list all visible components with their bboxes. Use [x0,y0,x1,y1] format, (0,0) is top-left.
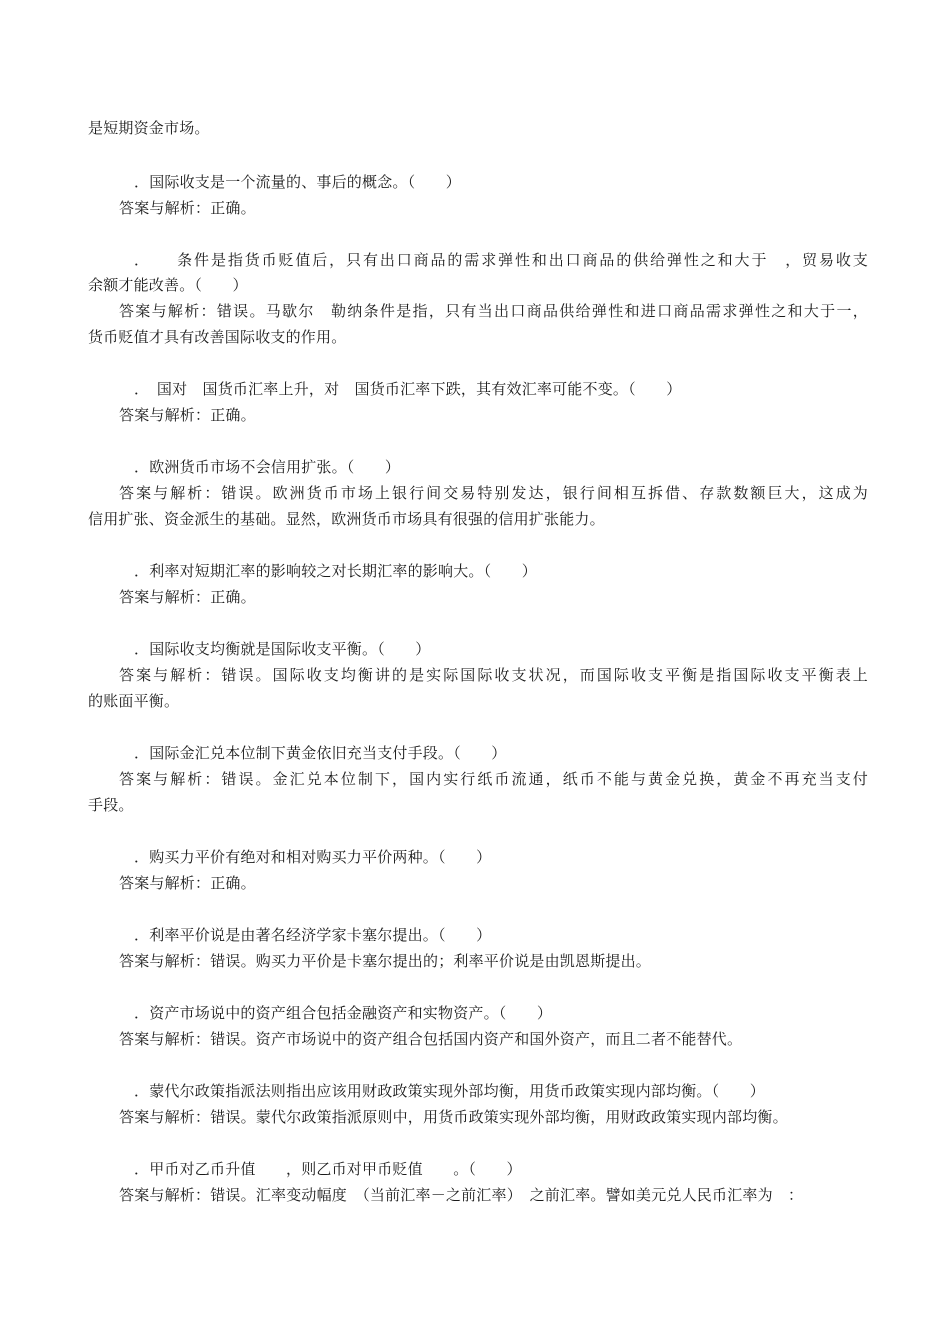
answer-8: 答案与解析：正确。 [119,874,256,892]
answer-12: 答案与解析：错误。汇率变动幅度 （当前汇率－之前汇率） 之前汇率。譬如美元兑人民币汇率为 ： [119,1186,804,1204]
question-2-line-1: ． 条件是指货币贬值后，只有出口商品的需求弹性和出口商品的供给弹性之和大于 ，贸易收支 [134,251,868,269]
question-2-line-2: 余额才能改善。（ ） [88,276,248,294]
text-fragment: 是短期资金市场。 [88,119,210,137]
question-3: ． 国对 国货币汇率上升，对 国货币汇率下跌，其有效汇率可能不变。（ ） [134,380,682,398]
question-1: ．国际收支是一个流量的、事后的概念。（ ） [134,173,461,191]
answer-5: 答案与解析：正确。 [119,588,256,606]
answer-7-line-1: 答案与解析：错误。金汇兑本位制下，国内实行纸币流通，纸币不能与黄金兑换，黄金不再充当支付 [119,770,868,788]
answer-11: 答案与解析：错误。蒙代尔政策指派原则中，用货币政策实现外部均衡，用财政政策实现内部均衡。 [119,1108,788,1126]
answer-9: 答案与解析：错误。购买力平价是卡塞尔提出的；利率平价说是由凯恩斯提出。 [119,952,652,970]
answer-10: 答案与解析：错误。资产市场说中的资产组合包括国内资产和国外资产，而且二者不能替代。 [119,1030,743,1048]
question-12: ．甲币对乙币升值 ，则乙币对甲币贬值 。（ ） [134,1160,522,1178]
answer-2-line-2: 货币贬值才具有改善国际收支的作用。 [88,328,347,346]
answer-7-line-2: 手段。 [88,796,134,814]
answer-2-line-1: 答案与解析：错误。马歇尔 勒纳条件是指，只有当出口商品供给弹性和进口商品需求弹性之和大于一， [119,302,868,320]
question-7: ．国际金汇兑本位制下黄金依旧充当支付手段。（ ） [134,744,507,762]
answer-4-line-1: 答案与解析：错误。欧洲货币市场上银行间交易特别发达，银行间相互拆借、存款数额巨大，这成为 [119,484,868,502]
question-5: ．利率对短期汇率的影响较之对长期汇率的影响大。（ ） [134,562,537,580]
question-10: ．资产市场说中的资产组合包括金融资产和实物资产。（ ） [134,1004,553,1022]
answer-6-line-1: 答案与解析：错误。国际收支均衡讲的是实际国际收支状况，而国际收支平衡是指国际收支平衡表上 [119,666,868,684]
answer-3: 答案与解析：正确。 [119,406,256,424]
question-9: ．利率平价说是由著名经济学家卡塞尔提出。（ ） [134,926,492,944]
question-11: ．蒙代尔政策指派法则指出应该用财政政策实现外部均衡，用货币政策实现内部均衡。（ ） [134,1082,765,1100]
answer-4-line-2: 信用扩张、资金派生的基础。显然，欧洲货币市场具有很强的信用扩张能力。 [88,510,605,528]
question-8: ．购买力平价有绝对和相对购买力平价两种。（ ） [134,848,492,866]
question-6: ．国际收支均衡就是国际收支平衡。（ ） [134,640,431,658]
answer-6-line-2: 的账面平衡。 [88,692,180,710]
answer-1: 答案与解析：正确。 [119,199,256,217]
question-4: ．欧洲货币市场不会信用扩张。（ ） [134,458,401,476]
